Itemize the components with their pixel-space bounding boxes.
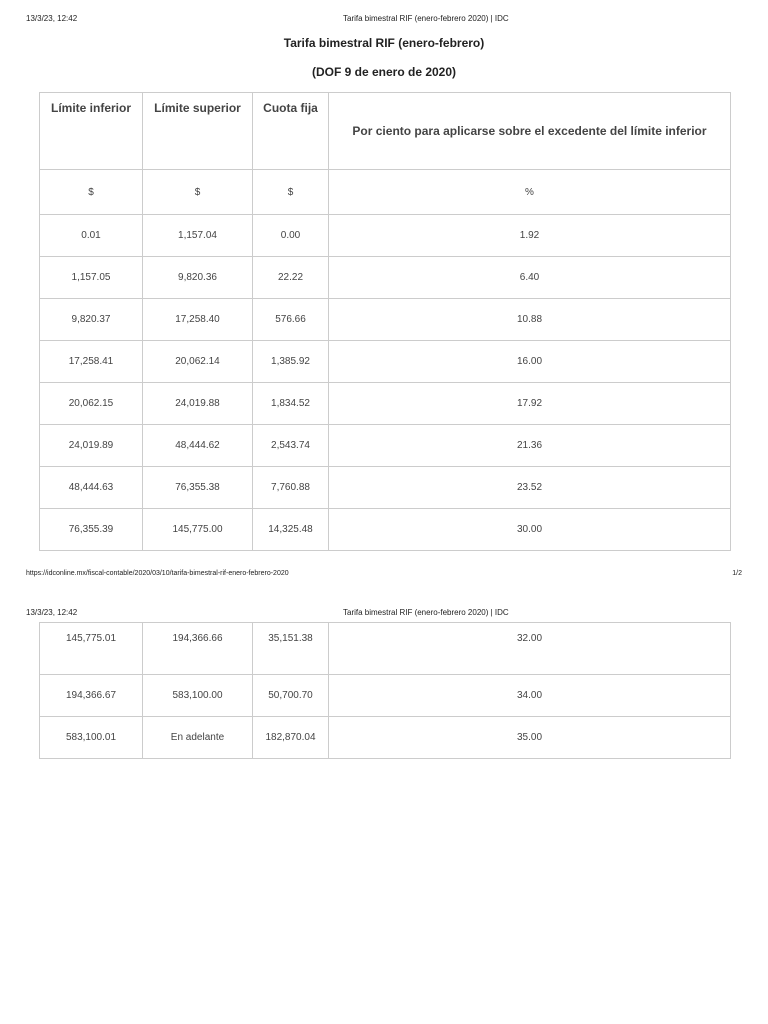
table-cell: 7,760.88 [253, 467, 329, 509]
header-limite-inferior: Límite inferior [40, 93, 143, 170]
table-cell: 17,258.41 [40, 341, 143, 383]
table-row [40, 215, 731, 257]
table-cell: 76,355.38 [143, 467, 253, 509]
table-cell: 23.52 [329, 467, 731, 509]
table-cell: 16.00 [329, 341, 731, 383]
table-row [40, 623, 731, 675]
table-row [40, 299, 731, 341]
table-cell: 30.00 [329, 509, 731, 551]
table-cell: 583,100.01 [40, 717, 143, 759]
unit-cell: $ [143, 170, 253, 215]
unit-cell: $ [253, 170, 329, 215]
table-row [40, 675, 731, 717]
table-cell: 14,325.48 [253, 509, 329, 551]
table-cell: 24,019.89 [40, 425, 143, 467]
table-cell: 48,444.63 [40, 467, 143, 509]
table-cell: 2,543.74 [253, 425, 329, 467]
table-cell: 194,366.67 [40, 675, 143, 717]
header-cuota-fija: Cuota fija [253, 93, 329, 170]
table-row [40, 717, 731, 759]
header-title-page2: Tarifa bimestral RIF (enero-febrero 2020) | IDC [343, 608, 509, 617]
table-cell: 35.00 [329, 717, 731, 759]
footer-page-number: 1/2 [732, 570, 742, 577]
table-cell: 6.40 [329, 257, 731, 299]
table-cell: 32.00 [329, 623, 731, 675]
table-cell: 24,019.88 [143, 383, 253, 425]
table-cell: 576.66 [253, 299, 329, 341]
table-cell: 9,820.36 [143, 257, 253, 299]
table-header-row [40, 93, 731, 170]
footer-url: https://idconline.mx/fiscal-contable/2020/03/10/tarifa-bimestral-rif-enero-febrero-2020 [26, 570, 289, 577]
table-cell: 10.88 [329, 299, 731, 341]
table-cell: 17,258.40 [143, 299, 253, 341]
table-cell: 17.92 [329, 383, 731, 425]
rate-table-page2 [39, 622, 731, 759]
table-cell: 9,820.37 [40, 299, 143, 341]
units-row [40, 170, 731, 215]
table-row [40, 425, 731, 467]
table-cell: En adelante [143, 717, 253, 759]
table-row [40, 467, 731, 509]
table-cell: 1,157.04 [143, 215, 253, 257]
table-cell: 20,062.14 [143, 341, 253, 383]
table-cell: 0.00 [253, 215, 329, 257]
header-date: 13/3/23, 12:42 [26, 14, 78, 23]
table-row [40, 509, 731, 551]
unit-cell: $ [40, 170, 143, 215]
header-limite-superior: Límite superior [143, 93, 253, 170]
table-cell: 1,157.05 [40, 257, 143, 299]
table-row [40, 341, 731, 383]
table-cell: 145,775.01 [40, 623, 143, 675]
rate-table-page1 [39, 92, 731, 551]
table-cell: 0.01 [40, 215, 143, 257]
table-cell: 182,870.04 [253, 717, 329, 759]
header-date-page2: 13/3/23, 12:42 [26, 608, 78, 617]
table-cell: 1,385.92 [253, 341, 329, 383]
document-subtitle: (DOF 9 de enero de 2020) [311, 65, 457, 79]
table-cell: 583,100.00 [143, 675, 253, 717]
unit-cell: % [329, 170, 731, 215]
table-cell: 76,355.39 [40, 509, 143, 551]
table-cell: 145,775.00 [143, 509, 253, 551]
table-cell: 34.00 [329, 675, 731, 717]
table-cell: 50,700.70 [253, 675, 329, 717]
header-title: Tarifa bimestral RIF (enero-febrero 2020) | IDC [343, 14, 509, 23]
table-cell: 35,151.38 [253, 623, 329, 675]
table-cell: 20,062.15 [40, 383, 143, 425]
table-cell: 1.92 [329, 215, 731, 257]
table-row [40, 383, 731, 425]
header-por-ciento: Por ciento para aplicarse sobre el excedente del límite inferior [329, 93, 731, 170]
table-cell: 194,366.66 [143, 623, 253, 675]
table-cell: 21.36 [329, 425, 731, 467]
table-cell: 22.22 [253, 257, 329, 299]
document-title: Tarifa bimestral RIF (enero-febrero) [283, 36, 485, 50]
table-row [40, 257, 731, 299]
table-cell: 48,444.62 [143, 425, 253, 467]
table-cell: 1,834.52 [253, 383, 329, 425]
